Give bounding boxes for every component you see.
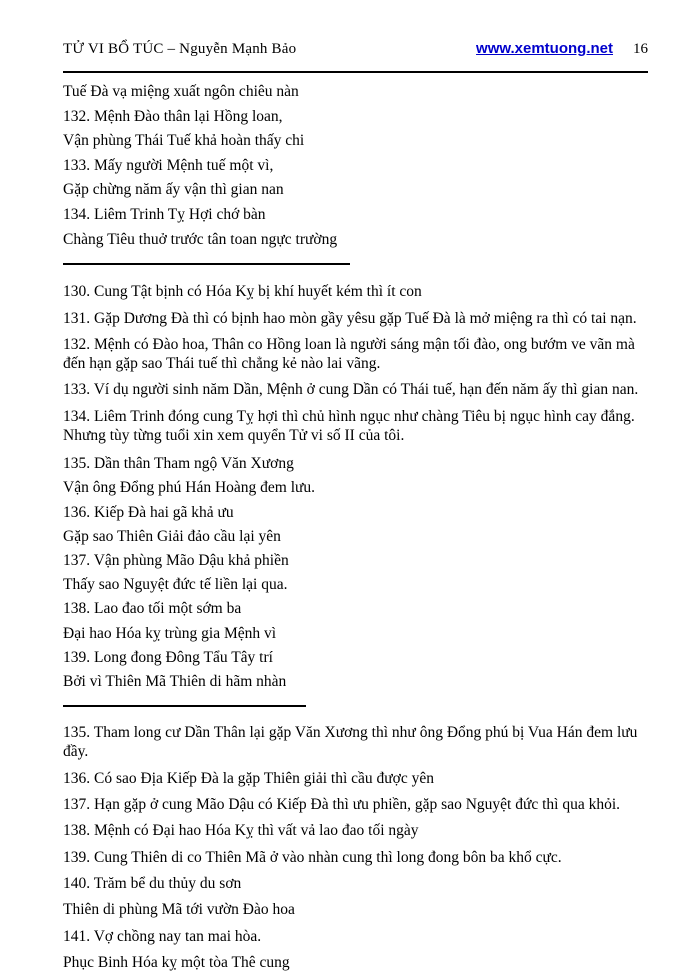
verse-line: Chàng Tiêu thuở trước tân toan ngực trường (63, 230, 338, 248)
prose-paragraph: 140. Trăm bể du thủy du sơn (63, 875, 242, 893)
prose-paragraph: 134. Liêm Trinh đóng cung Tỵ hợi thì chủ hình ngục như chàng Tiêu bị ngục hình cay đắng. Nhưng tùy từng tuổi xin xem quyển Tử vi số II của tôi. (63, 407, 635, 444)
prose-block-1 (63, 282, 648, 445)
verse-line: 134. Liêm Trinh Tỵ Hợi chớ bàn (63, 205, 266, 223)
prose-paragraph: Thiên di phùng Mã tới vườn Đào hoa (63, 901, 295, 919)
verse-line: 135. Dần thân Tham ngộ Văn Xương (63, 455, 294, 473)
prose-paragraph: 133. Ví dụ người sinh năm Dần, Mệnh ở cung Dần có Thái tuế, hạn đến năm ấy thì gian nan. (63, 381, 639, 399)
verse-line: Đại hao Hóa kỵ trùng gia Mệnh vì (63, 624, 277, 642)
prose-block-2 (63, 723, 648, 971)
prose-paragraph: 137. Hạn gặp ở cung Mão Dậu có Kiếp Đà thì ưu phiền, gặp sao Nguyệt đức thì qua khỏi. (63, 795, 621, 813)
prose-paragraph: 136. Có sao Địa Kiếp Đà la gặp Thiên giải thì cầu được yên (63, 769, 434, 787)
verse-block-1 (63, 80, 648, 252)
prose-paragraph: 139. Cung Thiên di co Thiên Mã ở vào nhàn cung thì long đong bôn ba khổ cực. (63, 848, 562, 866)
verse-line: 138. Lao đao tối một sớm ba (63, 600, 242, 618)
prose-paragraph: 130. Cung Tật bịnh có Hóa Kỵ bị khí huyết kém thì ít con (63, 283, 422, 301)
verse-line: Thấy sao Nguyệt đức tế liền lại qua. (63, 576, 288, 594)
section-divider (63, 263, 350, 265)
verse-line: Vận ông Đổng phú Hán Hoàng đem lưu. (63, 479, 316, 497)
prose-paragraph: 141. Vợ chồng nay tan mai hòa. (63, 927, 262, 945)
verse-line: 136. Kiếp Đà hai gã khả ưu (63, 503, 234, 521)
verse-block-2 (63, 452, 648, 694)
verse-line: Tuế Đà vạ miệng xuất ngôn chiêu nàn (63, 83, 299, 100)
book-title: TỬ VI BỔ TÚC – Nguyễn Mạnh Bảo (63, 41, 297, 57)
verse-line: Gặp sao Thiên Giải đảo cầu lại yên (63, 527, 281, 545)
verse-line: 133. Mấy người Mệnh tuế một vì, (63, 156, 274, 174)
section-divider (63, 705, 306, 707)
verse-line: Bởi vì Thiên Mã Thiên di hãm nhàn (63, 672, 287, 690)
page-number: 16 (633, 41, 648, 57)
verse-line: 132. Mệnh Đào thân lại Hồng loan, (63, 107, 283, 125)
verse-line: 137. Vận phùng Mão Dậu khả phiền (63, 551, 289, 569)
verse-line: Vận phùng Thái Tuế khả hoàn thấy chi (63, 132, 305, 150)
header-right (476, 40, 648, 58)
prose-paragraph: 135. Tham long cư Dần Thân lại gặp Văn Xương thì như ông Đổng phú bị Vua Hán đem lưu đầy. (63, 724, 638, 761)
prose-paragraph: 138. Mệnh có Đại hao Hóa Kỵ thì vất vả lao đao tối ngày (63, 822, 419, 840)
prose-paragraph: 131. Gặp Dương Đà thì có bịnh hao mòn gầy yêsu gặp Tuế Đà là mở miệng ra thì có tai nạn. (63, 309, 637, 327)
prose-paragraph: Phục Binh Hóa kỵ một tòa Thê cung (63, 954, 290, 971)
prose-paragraph: 132. Mệnh có Đào hoa, Thân co Hồng loan là người sáng mận tối đào, ong bướm ve vãn mà đến hạn gặp sao Thái tuế thì chẳng kẻ nào lai vãng. (63, 335, 635, 372)
website-link[interactable]: www.xemtuong.net (476, 40, 613, 57)
verse-line: Gặp chừng năm ấy vận thì gian nan (63, 181, 284, 199)
verse-line: 139. Long đong Đông Tẩu Tây trí (63, 648, 273, 666)
page-header (63, 40, 648, 58)
header-rule (63, 71, 648, 73)
